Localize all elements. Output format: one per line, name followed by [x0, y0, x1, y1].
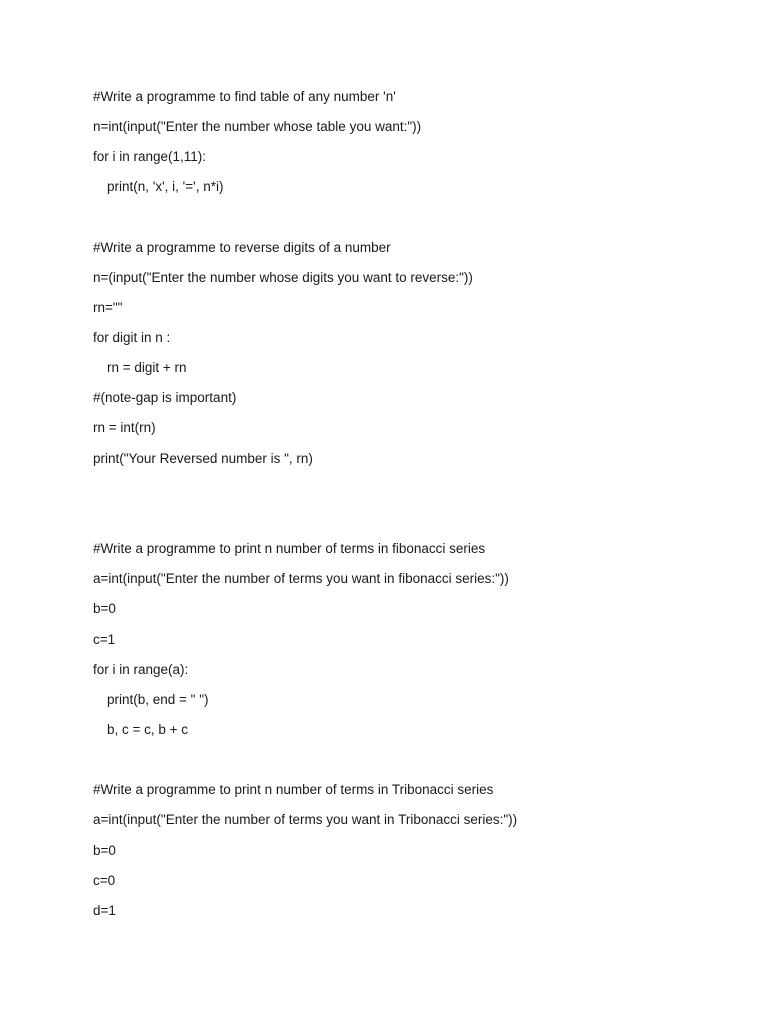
code-line: c=1: [93, 632, 116, 647]
code-line: for i in range(1,11):: [93, 149, 207, 164]
code-line: rn = digit + rn: [107, 360, 187, 375]
code-line: a=int(input("Enter the number of terms you want in Tribonacci series:")): [93, 812, 518, 827]
code-line: d=1: [93, 903, 116, 918]
code-line: b=0: [93, 843, 116, 858]
code-line: b=0: [93, 601, 116, 616]
code-line: b, c = c, b + c: [107, 722, 189, 737]
code-line: c=0: [93, 873, 116, 888]
fibonacci-section-comment: #Write a programme to print n number of terms in fibonacci series: [93, 541, 486, 556]
code-line: for i in range(a):: [93, 662, 189, 677]
reverse-section-comment: #Write a programme to reverse digits of a number: [93, 240, 391, 255]
code-line: print(n, 'x', i, '=', n*i): [107, 179, 224, 194]
code-line: rn = int(rn): [93, 420, 156, 435]
code-line: a=int(input("Enter the number of terms you want in fibonacci series:")): [93, 571, 509, 586]
table-section-comment: #Write a programme to find table of any number 'n': [93, 89, 396, 104]
code-line: #(note-gap is important): [93, 390, 237, 405]
code-line: print(b, end = " "): [107, 692, 209, 707]
code-line: rn="": [93, 300, 123, 315]
code-line: for digit in n :: [93, 330, 171, 345]
code-line: n=(input("Enter the number whose digits you want to reverse:")): [93, 270, 473, 285]
code-line: print("Your Reversed number is ", rn): [93, 451, 313, 466]
tribonacci-section-comment: #Write a programme to print n number of terms in Tribonacci series: [93, 782, 494, 797]
code-line: n=int(input("Enter the number whose table you want:")): [93, 119, 422, 134]
